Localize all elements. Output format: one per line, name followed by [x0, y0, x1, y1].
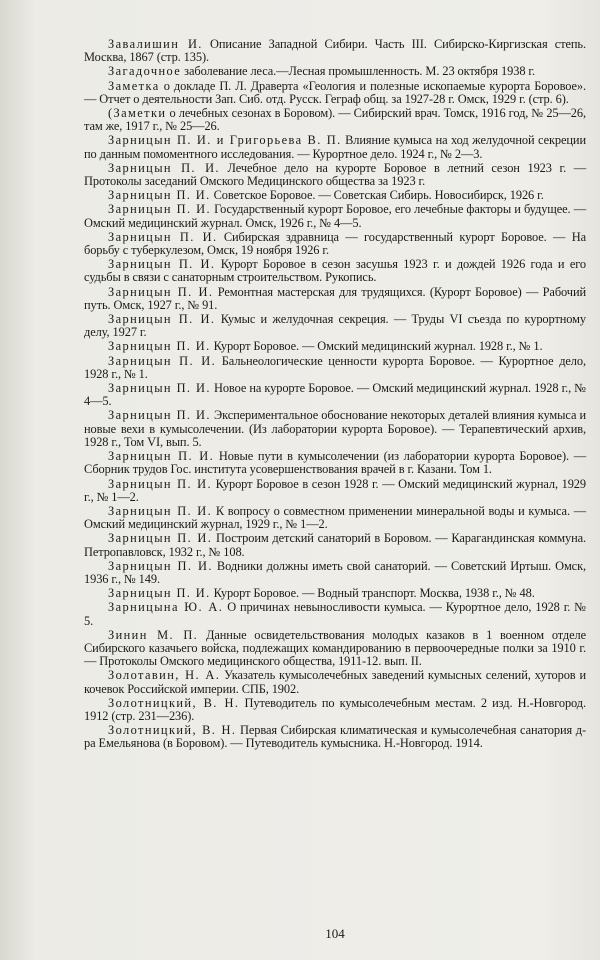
bibliography-entry — [84, 478, 586, 504]
bibliography-entry — [84, 382, 586, 408]
entry-author: Зарницын П. И. — [108, 353, 217, 368]
entry-author: Зинин М. П. — [108, 627, 199, 642]
entry-text: Кумыс и желудочная секреция. — Труды VI съезда по курортному делу, 1927 г. — [84, 312, 587, 340]
entry-text: Ремонтная мастерская для трудящихся. (Курорт Боровое) — Рабочий путь. Омск, 1927 г., № 91. — [84, 284, 587, 312]
bibliography-entry — [84, 203, 586, 229]
entry-text: Государственный курорт Боровое, его лечебные факторы и будущее. — Омский медицинский журнал. Омск, 1926 г., № 4—5. — [84, 202, 586, 230]
page-number: 104 — [325, 926, 345, 941]
entry-author: Зарницын П. И. — [108, 558, 213, 573]
bibliography-entry — [84, 162, 586, 188]
entry-text: Построим детский санаторий в Боровом. — Карагандинская коммуна. Петропавловск, 1932 г., № 108. — [84, 531, 587, 559]
entry-text: о лечебных сезонах в Боровом). — Сибирский врач. Томск, 1916 год, № 25—26, там же, 1917 г., № 25—26. — [84, 106, 586, 134]
bibliography-entry — [84, 189, 586, 202]
entry-author: Золотавин, Н. А. — [108, 668, 221, 683]
entry-author: Завалишин И. — [108, 37, 203, 51]
bibliography-list — [84, 38, 586, 751]
entry-author: Зарницын П. И. — [108, 339, 211, 354]
bibliography-entry — [84, 340, 586, 353]
bibliography-entry — [84, 532, 586, 558]
entry-text: заболевание леса.—Лесная промышленность. М. 23 октября 1938 г. — [181, 64, 535, 79]
entry-author: Золотницкий, В. Н. — [108, 695, 240, 710]
entry-author: Загадочное — [108, 64, 182, 79]
entry-text: Курорт Боровое. — Водный транспорт. Москва, 1938 г., № 48. — [210, 586, 535, 601]
entry-text: Описание Западной Сибири. Часть III. Сибирско-Киргизская степь. Москва, 1867 (стр. 135). — [84, 37, 586, 65]
entry-author: Зарницына Ю. А. — [108, 600, 224, 615]
entry-text: Курорт Боровое в сезон засушья 1923 г. и дождей 1926 года и его судьбы в связи с санаторным строительством. Рукопись. — [84, 257, 586, 285]
entry-author: Зарницын П. И. — [108, 202, 211, 217]
entry-author: Зарницын П. И. — [108, 449, 215, 464]
entry-text: Данные освидетельствования молодых казаков в 1 военном отделе Сибирского казачьего войска, подлежащих командированию в первоочередные полки за 1910 г. — Протоколы Омского медицинского общества, 1911-12. вып. II. — [84, 627, 586, 669]
entry-author: Зарницын П. И. — [108, 531, 213, 546]
bibliography-entry — [84, 450, 586, 476]
entry-text: Указатель кумысолечебных заведений кумысных селений, хуторов и кочевок Российской империи. СПБ, 1902. — [84, 668, 587, 696]
entry-text: Бальнеологические ценности курорта Боровое. — Курортное дело, 1928 г., № 1. — [84, 353, 586, 381]
entry-text: Лечебное дело на курорте Боровое в летний сезон 1923 г. — Протоколы заседаний Омского Медицинского общества за 1923 г. — [84, 160, 586, 189]
entry-author: Зарницын П. И. — [108, 503, 213, 518]
entry-text: Новые пути в кумысолечении (из лаборатории курорта Боровое). — Сборник трудов Гос. института усовершенствования врачей в г. Казани. Том 1. — [84, 449, 586, 477]
entry-author: Зарницын П. И. — [108, 229, 218, 244]
bibliography-entry — [84, 80, 586, 106]
bibliography-entry — [84, 231, 586, 257]
entry-author: Зарницын П. И. — [108, 160, 220, 175]
bibliography-entry — [84, 313, 586, 339]
entry-author: Зарницын П. И. — [108, 381, 211, 396]
entry-author: Зарницын П. И. — [108, 476, 212, 491]
entry-author: Зарницын П. И. — [108, 284, 214, 299]
bibliography-entry — [84, 601, 586, 627]
entry-text: Путеводитель по кумысолечебным местам. 2 изд. Н.-Новгород. 1912 (стр. 231—236). — [84, 695, 586, 723]
entry-text: о докладе П. Л. Драверта «Геология и полезные ископаемые курорта Боровое». — Отчет о деятельности Зап. Сиб. отд. Русск. Геграф общ. за 1927-28 г. Омск, 1929 г. (стр. 6). — [84, 78, 586, 106]
entry-text: Новое на курорте Боровое. — Омский медицинский журнал. 1928 г., № 4—5. — [84, 381, 586, 409]
entry-author: Зарницын П. И. и Григорьева В. П. — [108, 133, 342, 148]
entry-text: Водники должны иметь свой санаторий. — Советский Иртыш. Омск, 1936 г., № 149. — [84, 558, 586, 586]
bibliography-entry — [84, 587, 586, 600]
entry-text: Курорт Боровое в сезон 1928 г. — Омский медицинский журнал, 1929 г., № 1—2. — [84, 476, 586, 504]
bibliography-entry — [84, 724, 586, 750]
bibliography-entry — [84, 355, 586, 381]
bibliography-entry — [84, 629, 586, 669]
entry-text: О причинах невыносливости кумыса. — Курортное дело, 1928 г. № 5. — [84, 600, 586, 628]
entry-author: Зарницын П. И. — [108, 312, 216, 327]
bibliography-entry — [84, 134, 586, 160]
entry-author: Заметка — [108, 78, 160, 93]
entry-text: Экспериментальное обоснование некоторых деталей влияния кумыса и новые вехи в кумысолечении. (Из лаборатории курорта Боровое). — Терапевтический архив, 1928 г., Том VI, вып. 5. — [84, 408, 586, 449]
bibliography-entry — [84, 38, 586, 64]
bibliography-entry — [84, 286, 586, 312]
bibliography-entry — [84, 65, 586, 78]
bibliography-entry — [84, 560, 586, 586]
entry-text: Советское Боровое. — Советская Сибирь. Новосибирск, 1926 г. — [210, 188, 544, 203]
bibliography-entry — [84, 697, 586, 723]
entry-text: Курорт Боровое. — Омский медицинский журнал. 1928 г., № 1. — [210, 339, 543, 354]
entry-author: Золотницкий, В. Н. — [108, 723, 237, 738]
entry-text: Сибирская здравница — государственный курорт Боровое. — На борьбу с туберкулезом, Омск, 19 ноября 1926 г. — [84, 229, 586, 258]
entry-author: Зарницын П. И. — [108, 188, 211, 203]
entry-text: Влияние кумыса на ход желудочной секреции по данным помоментного исследования. — Курортное дело. 1924 г., № 2—3. — [84, 133, 586, 161]
bibliography-entry — [84, 505, 586, 531]
entry-author: Зарницын П. И. — [108, 586, 211, 601]
entry-author: Зарницын П. И. — [108, 408, 211, 423]
entry-author: (Заметки — [108, 106, 167, 121]
bibliography-entry — [84, 107, 586, 133]
bibliography-entry — [84, 409, 586, 449]
bibliography-entry — [84, 258, 586, 284]
entry-text: Первая Сибирская климатическая и кумысолечебная санатория д-ра Емельянова (в Боровом). — Путеводитель кумысника. Н.-Новгород. 1914. — [84, 723, 586, 751]
entry-author: Зарницын П. И. — [108, 257, 216, 272]
entry-text: К вопросу о совместном применении минеральной воды и кумыса. — Омский медицинский журнал, 1929 г., № 1—2. — [84, 503, 586, 532]
bibliography-entry — [84, 669, 586, 695]
